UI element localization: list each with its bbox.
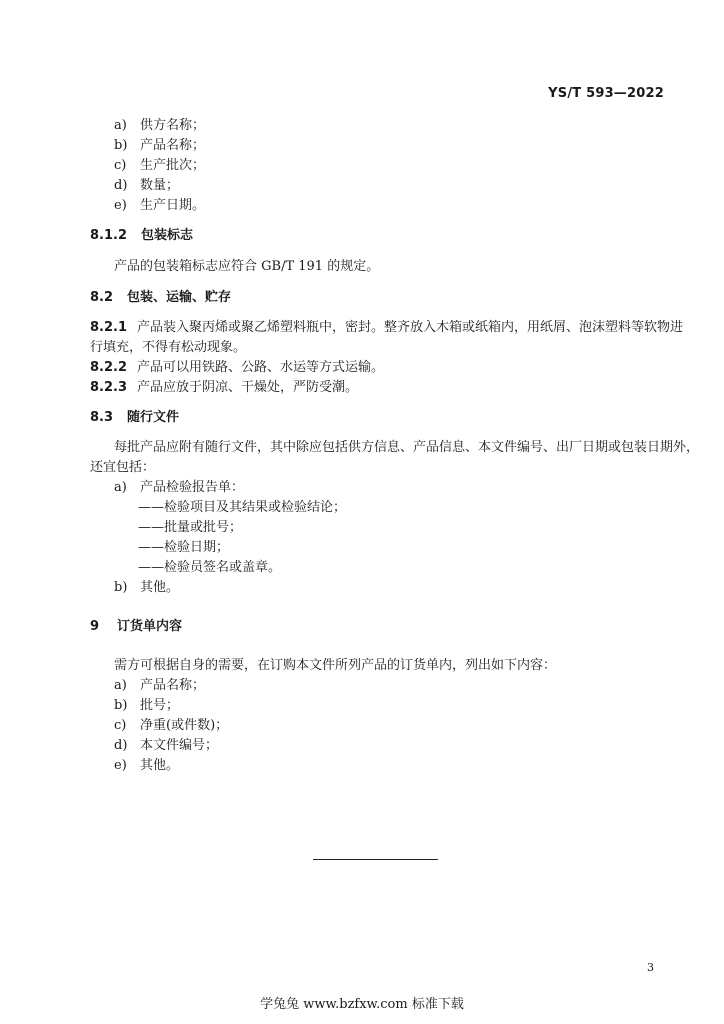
- list-item-letter: d): [114, 178, 128, 193]
- section-number: 8.1.2: [90, 228, 128, 243]
- list-item-letter: b): [114, 698, 128, 713]
- list-item-letter: b): [114, 138, 128, 153]
- clause-number: 8.2.3: [90, 380, 128, 395]
- clause-text: 产品可以用铁路、公路、水运等方式运输。: [137, 360, 385, 375]
- clause-number: 8.2.1: [90, 320, 128, 335]
- list-item-text: 产品检验报告单：: [140, 480, 245, 495]
- sub-list-item: ——检验员签名或盖章。: [138, 560, 282, 575]
- section-title: 包装、运输、贮存: [127, 290, 232, 305]
- list-item-letter: a): [114, 678, 127, 693]
- list-item: [114, 579, 179, 597]
- list-item-text: 产品名称；: [140, 138, 206, 153]
- section-number: 9: [90, 619, 100, 634]
- list-item: [114, 757, 179, 775]
- list-item-text: 供方名称；: [140, 118, 206, 133]
- section-title: 随行文件: [127, 410, 180, 425]
- list-item-text: 产品名称；: [140, 678, 206, 693]
- list-item-text: 其他。: [140, 758, 180, 773]
- list-item-letter: c): [114, 718, 127, 733]
- sub-list-item: ——批量或批号；: [138, 520, 243, 535]
- list-item-letter: a): [114, 118, 127, 133]
- paragraph: 产品的包装箱标志应符合 GB/T 191 的规定。: [114, 259, 380, 274]
- clause-8-2-2: [90, 359, 384, 377]
- list-item-text: 生产批次；: [140, 158, 206, 173]
- list-item: [114, 717, 228, 735]
- end-rule: [313, 859, 438, 860]
- sub-list-item: ——检验项目及其结果或检验结论；: [138, 500, 347, 515]
- list-item: [114, 677, 205, 695]
- list-item: [114, 197, 205, 215]
- list-item: [114, 177, 179, 195]
- list-item: [114, 737, 218, 755]
- list-item-text: 批号；: [140, 698, 180, 713]
- list-item-letter: e): [114, 198, 127, 213]
- section-number: 8.2: [90, 290, 114, 305]
- list-item-text: 生产日期。: [140, 198, 206, 213]
- list-item: [114, 137, 205, 155]
- list-item-letter: d): [114, 738, 128, 753]
- sub-list-item: ——检验日期；: [138, 540, 230, 555]
- clause-continuation: 行填充，不得有松动现象。: [90, 340, 247, 355]
- paragraph: 每批产品应附有随行文件，其中除应包括供方信息、产品信息、本文件编号、出厂日期或包装日期外，: [114, 440, 700, 455]
- list-item: [114, 117, 205, 135]
- footer-watermark[interactable]: 学兔兔 www.bzfxw.com 标准下载: [260, 997, 464, 1012]
- list-item: [114, 157, 205, 175]
- clause-8-2-1: [90, 319, 683, 337]
- list-item-text: 数量；: [140, 178, 180, 193]
- clause-number: 8.2.2: [90, 360, 128, 375]
- standard-code: YS/T 593—2022: [548, 86, 664, 101]
- section-heading-9: [90, 618, 182, 636]
- list-item-letter: b): [114, 580, 128, 595]
- list-item-text: 本文件编号；: [140, 738, 219, 753]
- list-item: [114, 697, 179, 715]
- section-number: 8.3: [90, 410, 114, 425]
- list-item: [114, 479, 244, 497]
- paragraph: 需方可根据自身的需要，在订购本文件所列产品的订货单内，列出如下内容：: [114, 658, 557, 673]
- list-item-text: 其他。: [140, 580, 180, 595]
- list-item-letter: c): [114, 158, 127, 173]
- section-heading-8-2: [90, 289, 231, 307]
- paragraph-continuation: 还宜包括：: [90, 460, 156, 475]
- list-item-text: 净重(或件数)；: [140, 718, 229, 733]
- list-item-letter: a): [114, 480, 127, 495]
- section-heading-8-3: [90, 409, 179, 427]
- section-title: 订货单内容: [117, 619, 183, 634]
- clause-text: 产品装入聚丙烯或聚乙烯塑料瓶中，密封。整齐放入木箱或纸箱内，用纸屑、泡沫塑料等软物进: [137, 320, 684, 335]
- list-item-letter: e): [114, 758, 127, 773]
- section-heading-8-1-2: [90, 227, 193, 245]
- clause-8-2-3: [90, 379, 358, 397]
- clause-text: 产品应放于阴凉、干燥处，严防受潮。: [137, 380, 359, 395]
- page-number: 3: [647, 961, 654, 974]
- section-title: 包装标志: [141, 228, 194, 243]
